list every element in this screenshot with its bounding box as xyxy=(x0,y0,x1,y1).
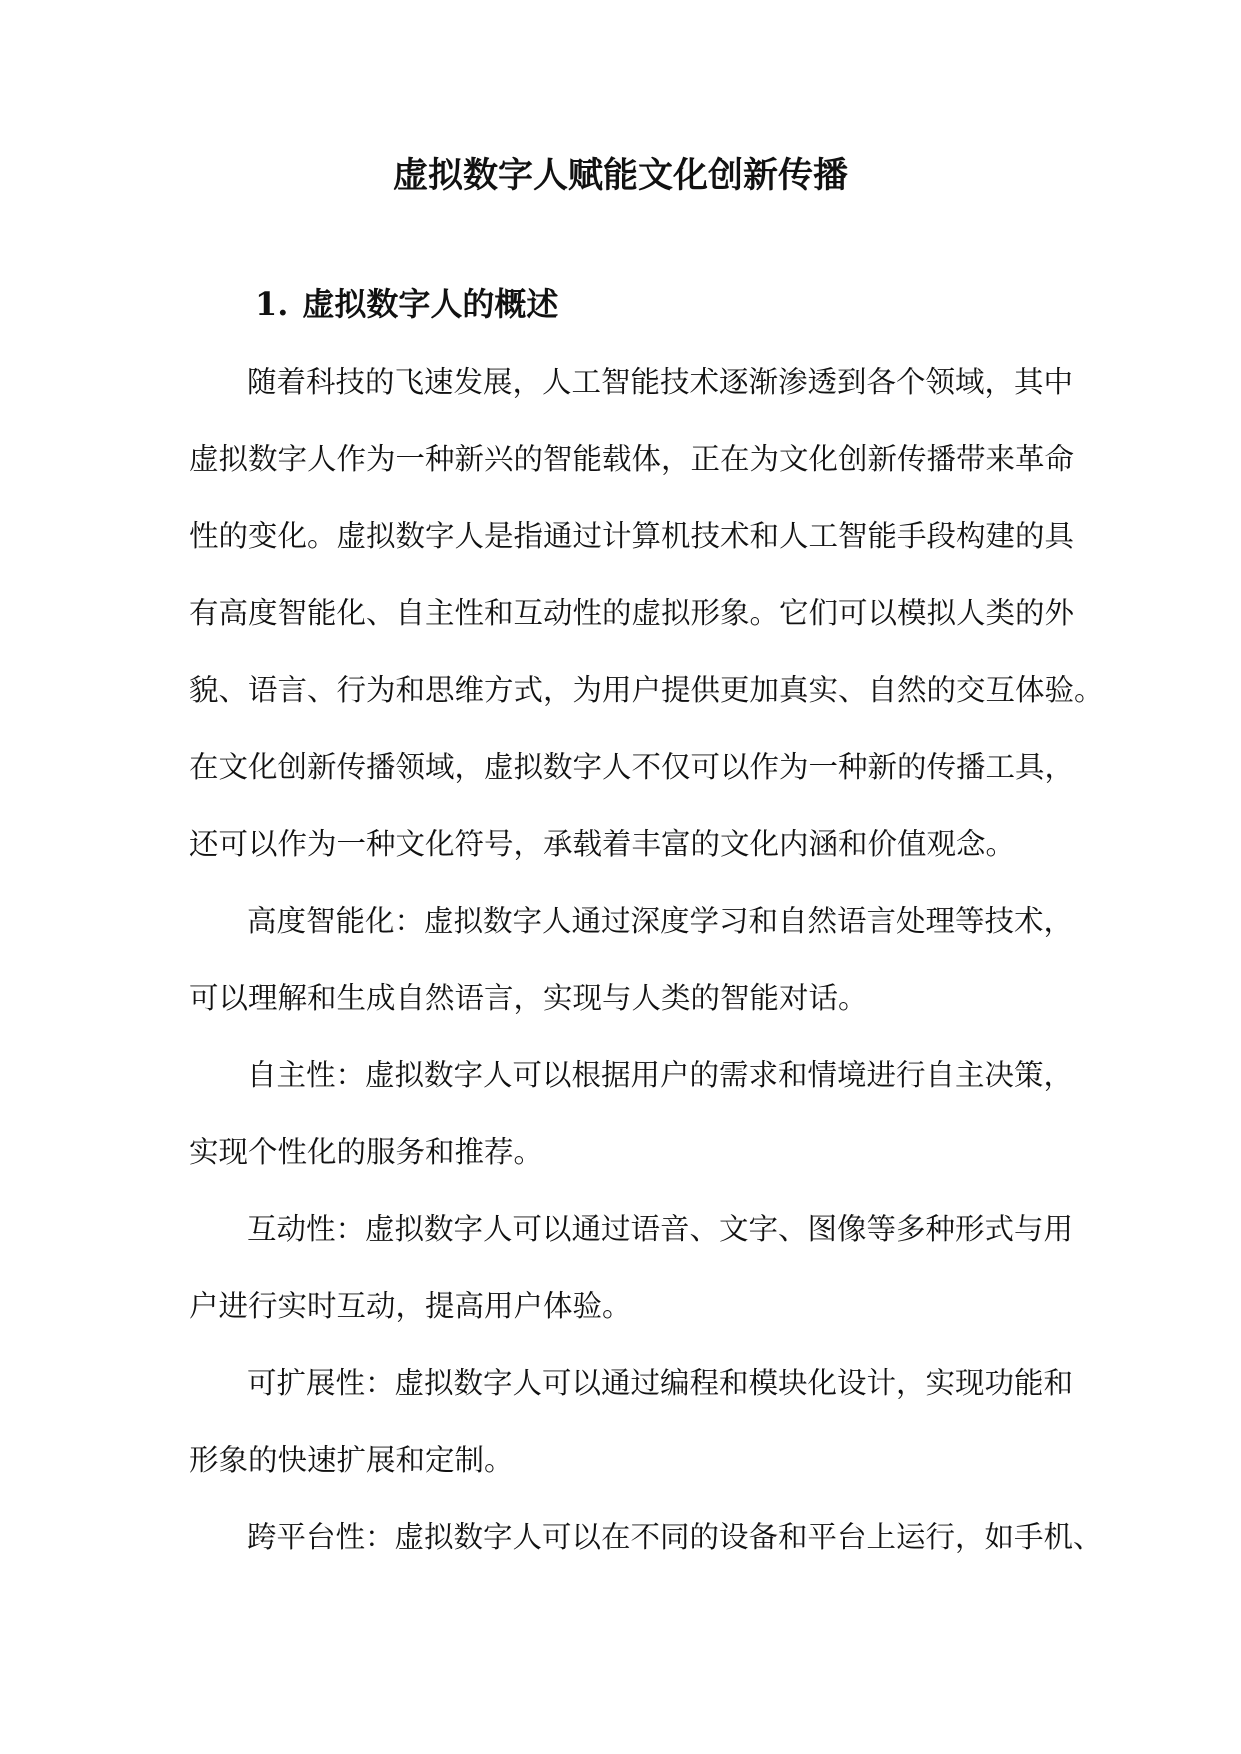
paragraph-line: 在文化创新传播领域，虚拟数字人不仅可以作为一种新的传播工具， xyxy=(189,750,1075,784)
paragraph-line: 有高度智能化、自主性和互动性的虚拟形象。它们可以模拟人类的外 xyxy=(189,596,1075,630)
paragraph-line: 户进行实时互动，提高用户体验。 xyxy=(189,1289,632,1323)
body-text xyxy=(189,358,1104,1590)
paragraph-line: 虚拟数字人作为一种新兴的智能载体，正在为文化创新传播带来革命 xyxy=(189,442,1075,476)
paragraph-line: 貌、语言、行为和思维方式，为用户提供更加真实、自然的交互体验。 xyxy=(189,673,1104,707)
document-title: 虚拟数字人赋能文化创新传播 xyxy=(392,155,848,196)
paragraph-line: 跨平台性：虚拟数字人可以在不同的设备和平台上运行，如手机、 xyxy=(247,1520,1103,1554)
paragraph-line: 高度智能化：虚拟数字人通过深度学习和自然语言处理等技术， xyxy=(247,904,1074,938)
paragraph-line: 实现个性化的服务和推荐。 xyxy=(189,1135,544,1169)
paragraph-line: 自主性：虚拟数字人可以根据用户的需求和情境进行自主决策， xyxy=(247,1058,1074,1092)
section-heading xyxy=(255,280,558,328)
paragraph-line: 互动性：虚拟数字人可以通过语音、文字、图像等多种形式与用 xyxy=(247,1212,1074,1246)
paragraph-line: 随着科技的飞速发展，人工智能技术逐渐渗透到各个领域，其中 xyxy=(247,365,1074,399)
paragraph-line: 可扩展性：虚拟数字人可以通过编程和模块化设计，实现功能和 xyxy=(247,1366,1074,1400)
paragraph-line: 可以理解和生成自然语言，实现与人类的智能对话。 xyxy=(189,981,868,1015)
paragraph-line: 还可以作为一种文化符号，承载着丰富的文化内涵和价值观念。 xyxy=(189,827,1016,861)
paragraph-line: 形象的快速扩展和定制。 xyxy=(189,1443,514,1477)
paragraph-line: 性的变化。虚拟数字人是指通过计算机技术和人工智能手段构建的具 xyxy=(189,519,1075,553)
section-title: 虚拟数字人的概述 xyxy=(302,285,559,323)
section-number: 1. xyxy=(255,285,289,323)
